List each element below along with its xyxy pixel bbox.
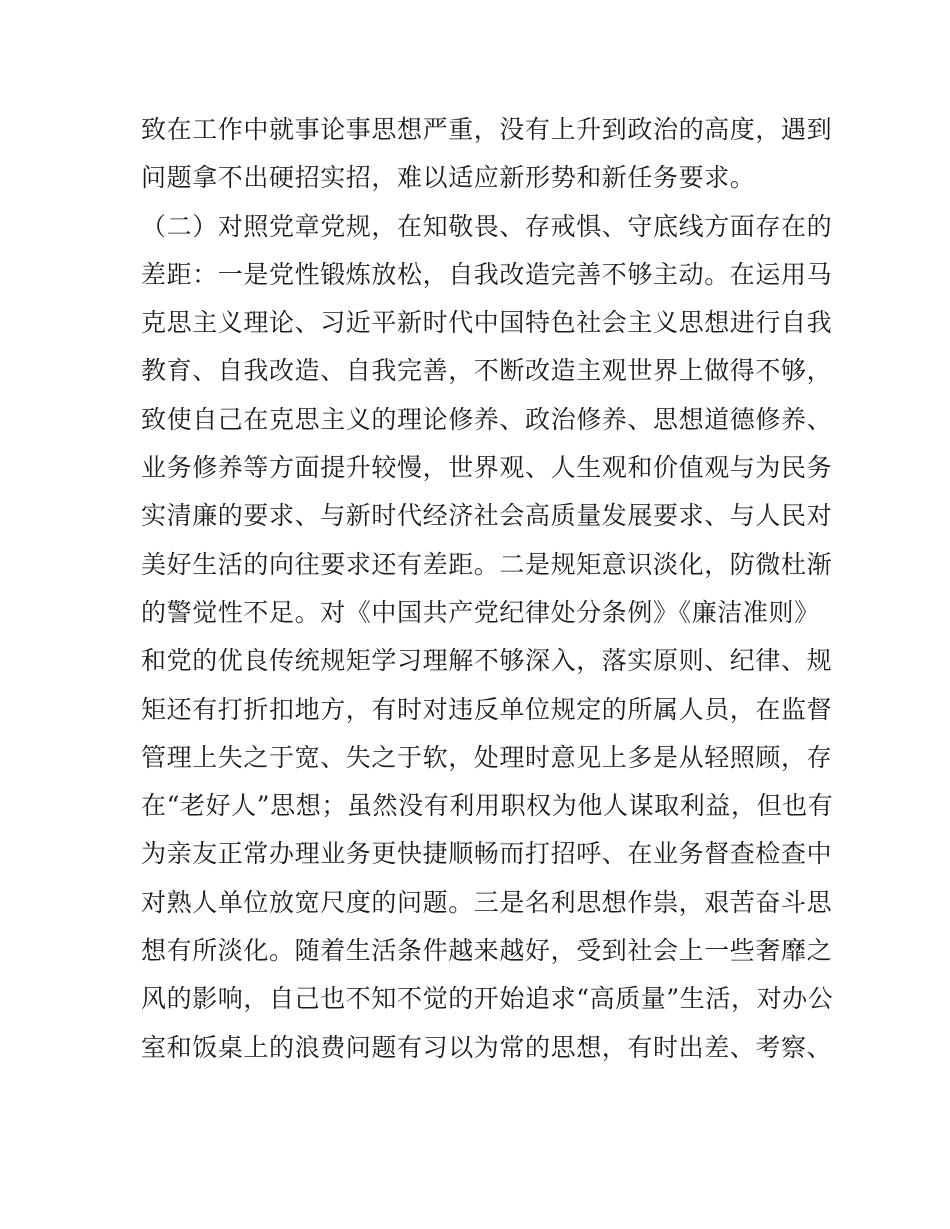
text-line: 致使自己在克思主义的理论修养、政治修养、思想道德修养、 xyxy=(141,404,833,434)
text-line: 克思主义理论、习近平新时代中国特色社会主义思想进行自我 xyxy=(141,308,833,338)
text-line: 业务修养等方面提升较慢，世界观、人生观和价值观与为民务 xyxy=(141,453,833,483)
text-line: 美好生活的向往要求还有差距。二是规矩意识淡化，防微杜渐 xyxy=(141,549,833,579)
text-line: 想有所淡化。随着生活条件越来越好，受到社会上一些奢靡之 xyxy=(141,936,833,966)
text-line: 教育、自我改造、自我完善，不断改造主观世界上做得不够， xyxy=(141,356,833,386)
text-line: 为亲友正常办理业务更快捷顺畅而打招呼、在业务督查检查中 xyxy=(141,839,833,869)
text-line: 管理上失之于宽、失之于软，处理时意见上多是从轻照顾，存 xyxy=(141,742,833,772)
text-line: 的警觉性不足。对《中国共产党纪律处分条例》《廉洁准则》 xyxy=(141,597,820,627)
text-line: 致在工作中就事论事思想严重，没有上升到政治的高度，遇到 xyxy=(141,115,833,144)
body-text xyxy=(141,106,834,1072)
text-line: 对熟人单位放宽尺度的问题。三是名利思想作祟，艰苦奋斗思 xyxy=(141,887,833,917)
text-line: 和党的优良传统规矩学习理解不够深入，落实原则、纪律、规 xyxy=(141,646,833,676)
text-line: 风的影响，自己也不知不觉的开始追求“高质量”生活，对办公 xyxy=(141,984,834,1014)
text-line: 问题拿不出硬招实招，难以适应新形势和新任务要求。 xyxy=(141,163,756,193)
text-line: 室和饭桌上的浪费问题有习以为常的思想，有时出差、考察、 xyxy=(141,1032,833,1062)
text-line: 矩还有打折扣地方，有时对违反单位规定的所属人员，在监督 xyxy=(141,694,833,724)
text-line: 差距：一是党性锻炼放松，自我改造完善不够主动。在运用马 xyxy=(141,259,833,289)
text-line: （二）对照党章党规，在知敬畏、存戒惧、守底线方面存在的 xyxy=(141,211,833,241)
text-line: 在“老好人”思想；虽然没有利用职权为他人谋取利益，但也有 xyxy=(141,791,834,821)
text-line: 实清廉的要求、与新时代经济社会高质量发展要求、与人民对 xyxy=(141,501,833,531)
